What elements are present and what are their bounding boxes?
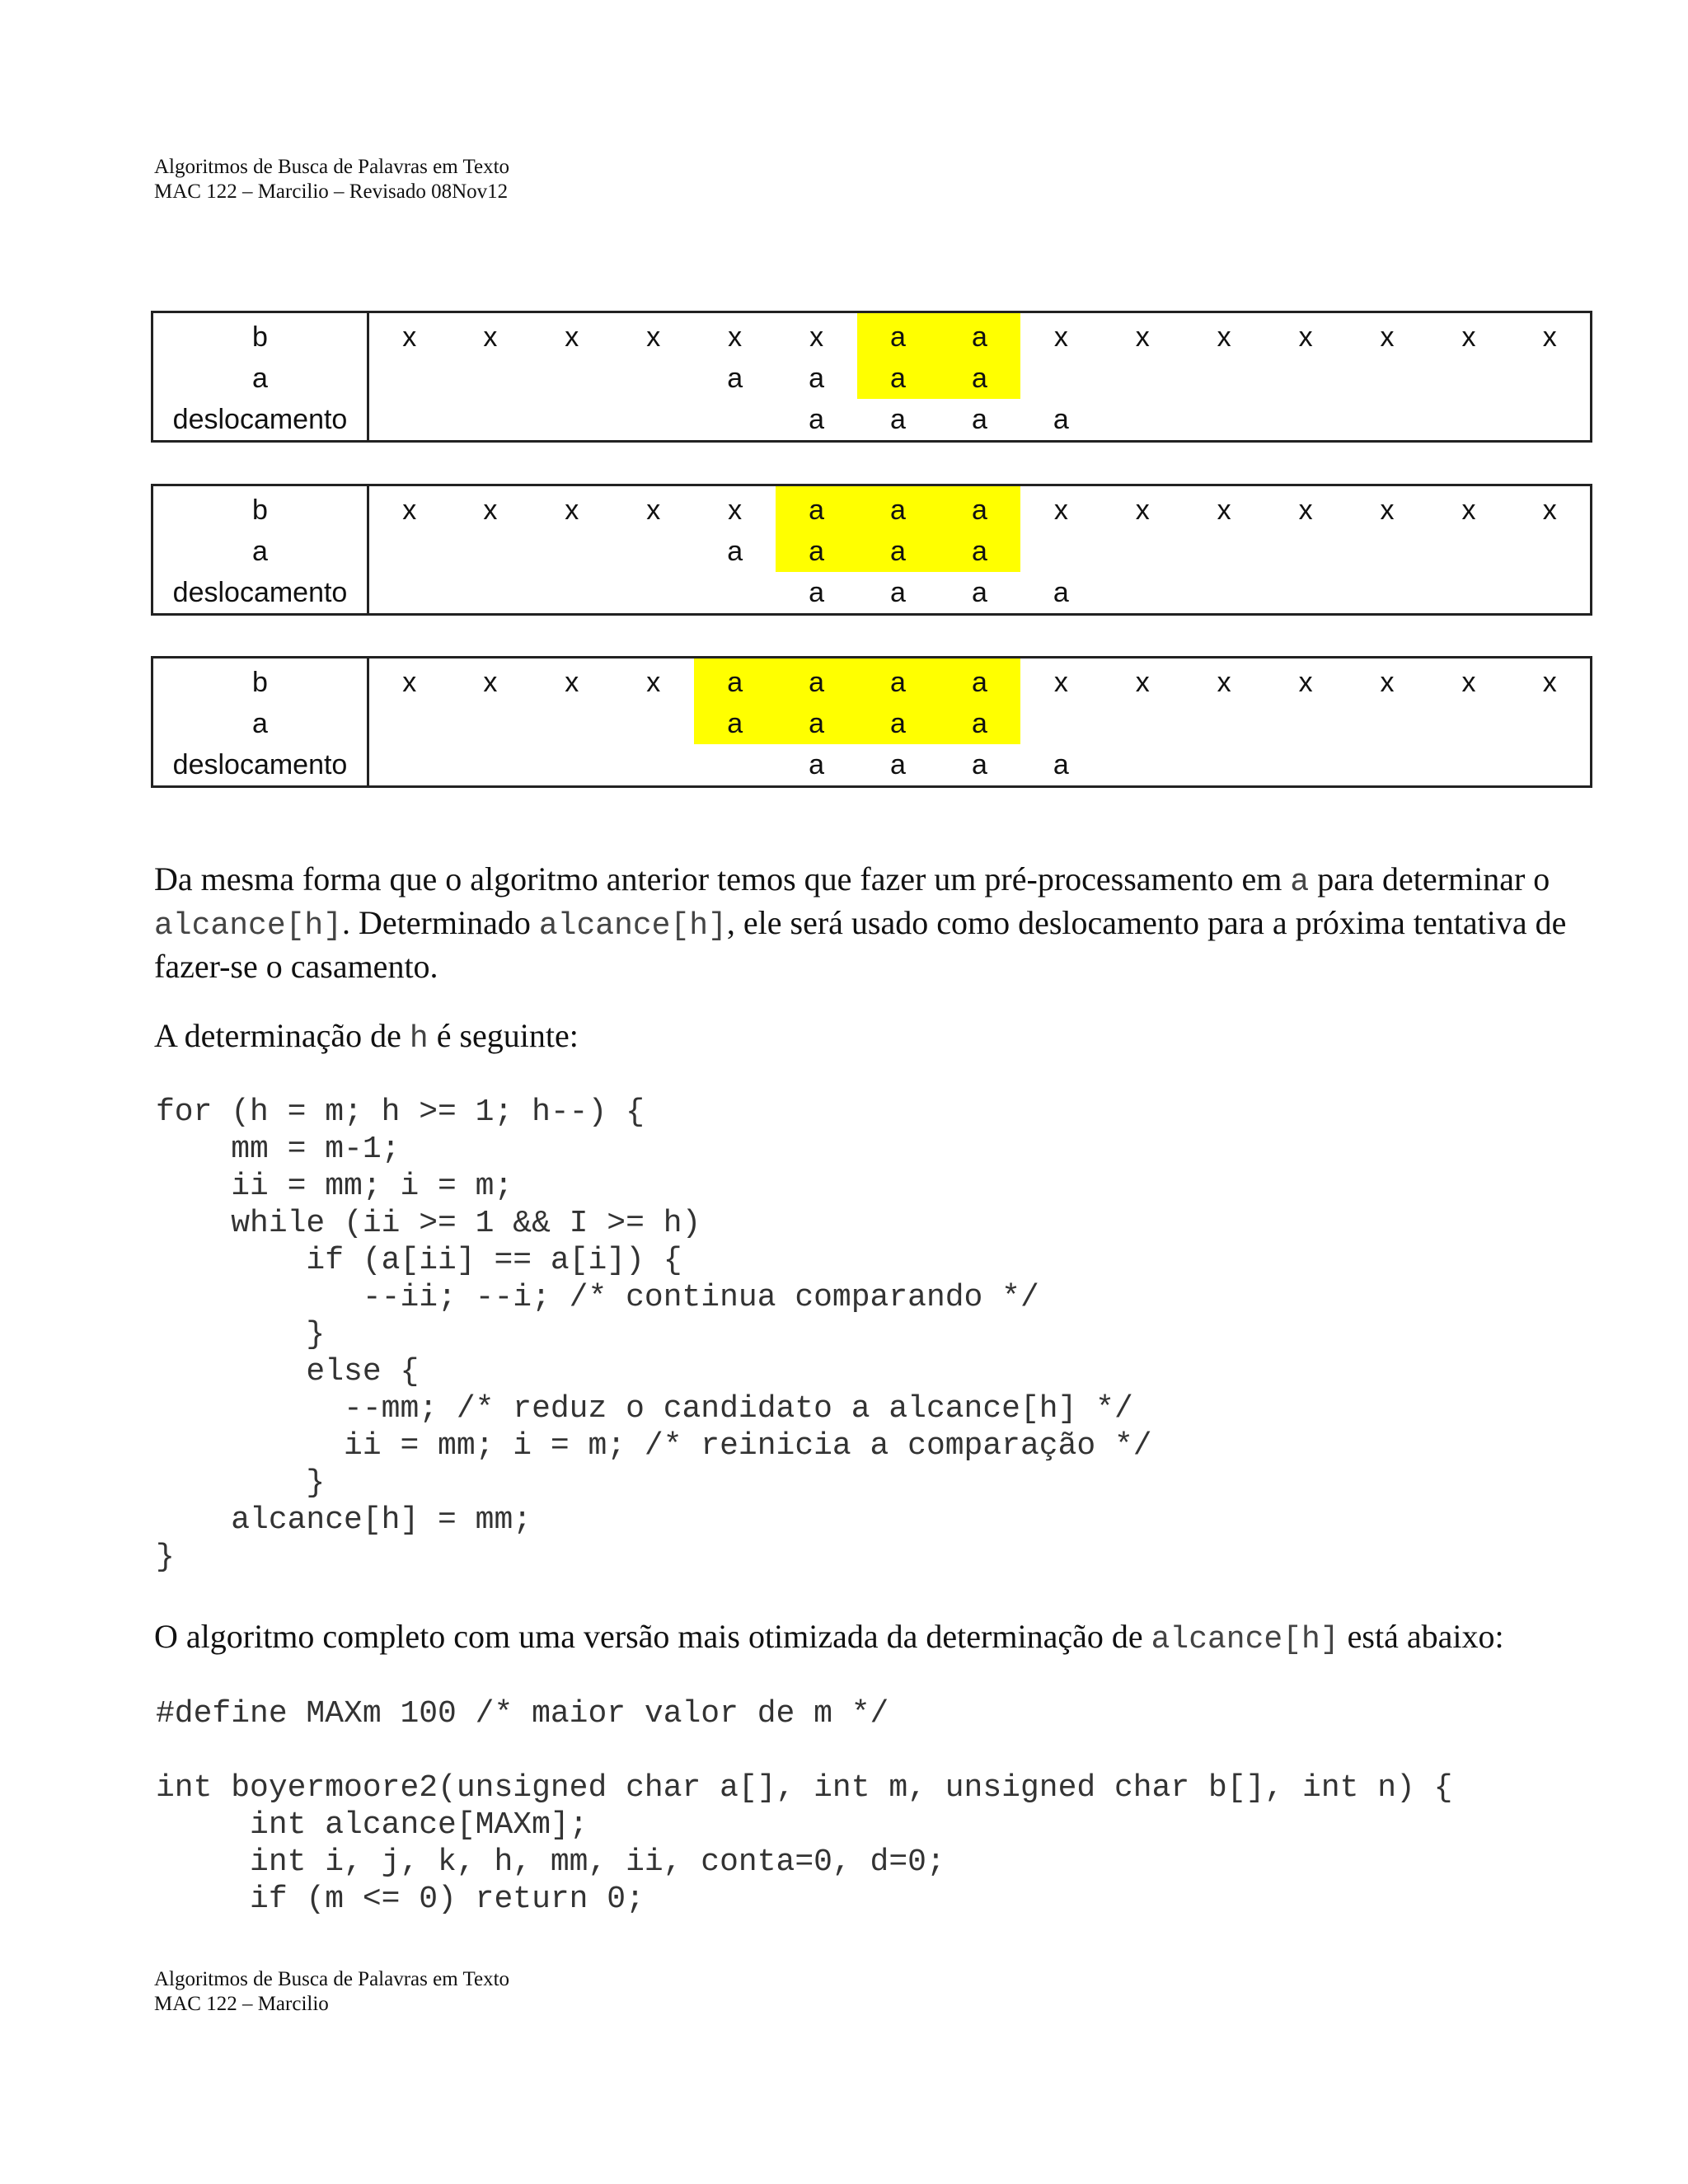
table-cell: a — [809, 577, 825, 608]
table-cell — [531, 703, 612, 744]
table-cell — [449, 572, 531, 615]
table-cell: x — [565, 494, 579, 526]
table-cell — [1509, 399, 1591, 442]
table-cell: a — [939, 485, 1020, 532]
table-cell: a — [890, 749, 906, 780]
table-cell — [1102, 358, 1184, 399]
table-cell: x — [402, 667, 417, 698]
table-cell — [531, 744, 612, 787]
table-row — [152, 531, 1592, 572]
table-cell — [1184, 399, 1265, 442]
table-cell — [449, 399, 531, 442]
table-cell — [449, 358, 531, 399]
row-label: a — [152, 358, 368, 399]
table-cell — [1509, 358, 1591, 399]
table-cell: x — [1217, 667, 1231, 698]
row-label: b — [152, 485, 368, 532]
row-label: deslocamento — [152, 572, 368, 615]
table-cell: a — [857, 703, 939, 744]
table-cell — [1428, 703, 1509, 744]
table-cell: x — [1380, 321, 1395, 353]
table-cell: x — [1217, 494, 1231, 526]
table-cell: a — [809, 363, 825, 394]
table-cell: a — [809, 749, 825, 780]
footer-subtitle: MAC 122 – Marcilio — [154, 1993, 329, 2015]
table-cell — [368, 358, 450, 399]
table-cell: x — [646, 494, 661, 526]
table-cell: a — [857, 531, 939, 572]
table-cell: x — [646, 321, 661, 353]
table-cell: x — [402, 321, 417, 353]
table-cell — [368, 531, 450, 572]
table-cell — [1347, 572, 1428, 615]
table-cell — [612, 572, 694, 615]
table-cell: a — [776, 703, 857, 744]
table-cell — [1509, 572, 1591, 615]
table-cell: a — [776, 485, 857, 532]
table-cell: x — [1461, 667, 1476, 698]
table-cell — [531, 399, 612, 442]
table-cell: a — [971, 577, 987, 608]
table-cell — [1102, 572, 1184, 615]
table-cell: x — [565, 321, 579, 353]
table-cell — [1102, 531, 1184, 572]
table-cell: x — [1053, 494, 1068, 526]
table-cell: x — [1298, 321, 1313, 353]
table-cell: a — [939, 658, 1020, 704]
table-cell: x — [1542, 667, 1557, 698]
table-cell: x — [483, 494, 498, 526]
footer-title: Algoritmos de Busca de Palavras em Texto — [154, 1968, 510, 1990]
shift-table-1 — [151, 311, 1592, 443]
table-cell — [1509, 531, 1591, 572]
table-cell: x — [1542, 494, 1557, 526]
table-cell — [1428, 358, 1509, 399]
table-cell — [1265, 703, 1347, 744]
table-cell: a — [890, 404, 906, 435]
table-cell: x — [1217, 321, 1231, 353]
table-cell: a — [971, 404, 987, 435]
paragraph-determination: A determinação de h é seguinte: — [154, 1017, 579, 1057]
table-cell: a — [857, 358, 939, 399]
table-row — [152, 358, 1592, 399]
table-cell: a — [890, 577, 906, 608]
paragraph-preprocessing: Da mesma forma que o algoritmo anterior temos que fazer um pré-processamento em a para determinar o alcance[h]. Determinado alcance[h], ele será usado como deslocamento para a próxima tentativa de fazer-se o casamento. — [154, 860, 1567, 985]
table-cell: a — [727, 363, 743, 394]
table-cell: x — [483, 321, 498, 353]
table-cell — [1509, 703, 1591, 744]
table-cell: x — [809, 321, 824, 353]
table-cell: x — [1135, 321, 1150, 353]
table-cell — [1184, 358, 1265, 399]
table-cell — [1102, 703, 1184, 744]
table-cell: a — [776, 658, 857, 704]
table-cell: x — [1298, 494, 1313, 526]
table-cell — [531, 358, 612, 399]
table-cell: a — [857, 312, 939, 359]
table-cell — [612, 703, 694, 744]
table-cell: x — [728, 321, 743, 353]
table-cell: a — [1053, 577, 1069, 608]
table-cell — [694, 572, 776, 615]
inline-code: a — [1290, 865, 1310, 900]
table-cell — [1102, 399, 1184, 442]
table-row — [152, 485, 1592, 532]
table-cell: a — [857, 658, 939, 704]
table-cell — [1347, 531, 1428, 572]
table-cell — [1347, 399, 1428, 442]
table-cell: x — [1380, 667, 1395, 698]
table-cell: a — [939, 703, 1020, 744]
table-cell: a — [694, 703, 776, 744]
page-header — [154, 155, 509, 204]
shift-table-3 — [151, 656, 1592, 788]
table-cell: x — [1461, 494, 1476, 526]
table-cell — [449, 703, 531, 744]
table-cell: a — [809, 404, 825, 435]
table-row — [152, 312, 1592, 359]
table-cell: a — [776, 531, 857, 572]
table-cell: x — [565, 667, 579, 698]
table-cell — [1020, 531, 1102, 572]
table-cell — [1265, 399, 1347, 442]
table-cell — [1020, 703, 1102, 744]
table-cell: a — [939, 312, 1020, 359]
table-cell — [531, 531, 612, 572]
table-cell: x — [646, 667, 661, 698]
table-cell — [1265, 358, 1347, 399]
table-cell — [1428, 744, 1509, 787]
table-cell — [368, 399, 450, 442]
table-cell: x — [483, 667, 498, 698]
inline-code: alcance[h] — [154, 908, 343, 944]
row-label: a — [152, 531, 368, 572]
header-title: Algoritmos de Busca de Palavras em Texto — [154, 156, 510, 178]
table-cell: a — [1053, 404, 1069, 435]
table-cell: x — [402, 494, 417, 526]
page-footer — [154, 1967, 509, 2017]
table-cell: x — [1053, 667, 1068, 698]
table-cell — [1347, 744, 1428, 787]
table-cell — [531, 572, 612, 615]
table-row — [152, 399, 1592, 442]
table-cell — [1428, 531, 1509, 572]
table-cell — [1265, 531, 1347, 572]
table-cell: a — [727, 536, 743, 567]
table-cell — [1428, 572, 1509, 615]
table-cell — [612, 358, 694, 399]
table-cell — [1184, 572, 1265, 615]
table-cell — [368, 744, 450, 787]
table-cell: a — [694, 658, 776, 704]
table-cell — [368, 572, 450, 615]
table-cell: x — [1135, 667, 1150, 698]
table-cell — [612, 399, 694, 442]
table-row — [152, 744, 1592, 787]
table-cell: x — [1053, 321, 1068, 353]
row-label: deslocamento — [152, 744, 368, 787]
header-subtitle: MAC 122 – Marcilio – Revisado 08Nov12 — [154, 180, 509, 203]
row-label: b — [152, 312, 368, 359]
table-cell: a — [971, 749, 987, 780]
table-cell — [1428, 399, 1509, 442]
table-cell: x — [1542, 321, 1557, 353]
table-cell: a — [857, 485, 939, 532]
code-block-boyermoore2: #define MAXm 100 /* maior valor de m */ int boyermoore2(unsigned char a[], int m, unsigned char b[], int n) { int alcance[MAXm]; int i, j, k, h, mm, ii, conta=0, d=0; if (m <= 0) return 0; — [156, 1696, 1453, 1917]
table-cell: x — [1380, 494, 1395, 526]
inline-code: h — [409, 1021, 429, 1057]
row-label: b — [152, 658, 368, 704]
row-label: deslocamento — [152, 399, 368, 442]
table-cell — [612, 531, 694, 572]
row-label: a — [152, 703, 368, 744]
table-cell: a — [939, 531, 1020, 572]
inline-code: alcance[h] — [1151, 1622, 1339, 1657]
table-cell — [1184, 531, 1265, 572]
table-cell — [1184, 744, 1265, 787]
table-cell — [1265, 572, 1347, 615]
table-cell: x — [728, 494, 743, 526]
table-cell — [1265, 744, 1347, 787]
table-cell: x — [1135, 494, 1150, 526]
table-cell — [694, 399, 776, 442]
table-cell — [1102, 744, 1184, 787]
table-row — [152, 572, 1592, 615]
table-cell — [449, 744, 531, 787]
table-cell — [1509, 744, 1591, 787]
table-cell — [368, 703, 450, 744]
table-cell: x — [1461, 321, 1476, 353]
table-cell — [1347, 358, 1428, 399]
table-cell: a — [939, 358, 1020, 399]
table-cell — [1020, 358, 1102, 399]
table-cell: a — [1053, 749, 1069, 780]
table-cell — [1347, 703, 1428, 744]
table-cell — [449, 531, 531, 572]
table-cell: x — [1298, 667, 1313, 698]
table-row — [152, 703, 1592, 744]
inline-code: alcance[h] — [538, 908, 727, 944]
shift-table-2 — [151, 484, 1592, 616]
table-cell — [694, 744, 776, 787]
paragraph-complete-algorithm: O algoritmo completo com uma versão mais otimizada da determinação de alcance[h] está abaixo: — [154, 1618, 1504, 1657]
table-cell — [612, 744, 694, 787]
table-cell — [1184, 703, 1265, 744]
table-row — [152, 658, 1592, 704]
code-block-alcance: for (h = m; h >= 1; h--) { mm = m-1; ii = mm; i = m; while (ii >= 1 && I >= h) if (a[ii] == a[i]) { --ii; --i; /* continua comparando */ } else { --mm; /* reduz o candidato a alcance[h] */ ii = mm; i = m; /* reinicia a comparação */ } alcance[h] = mm; } — [156, 1094, 1152, 1575]
